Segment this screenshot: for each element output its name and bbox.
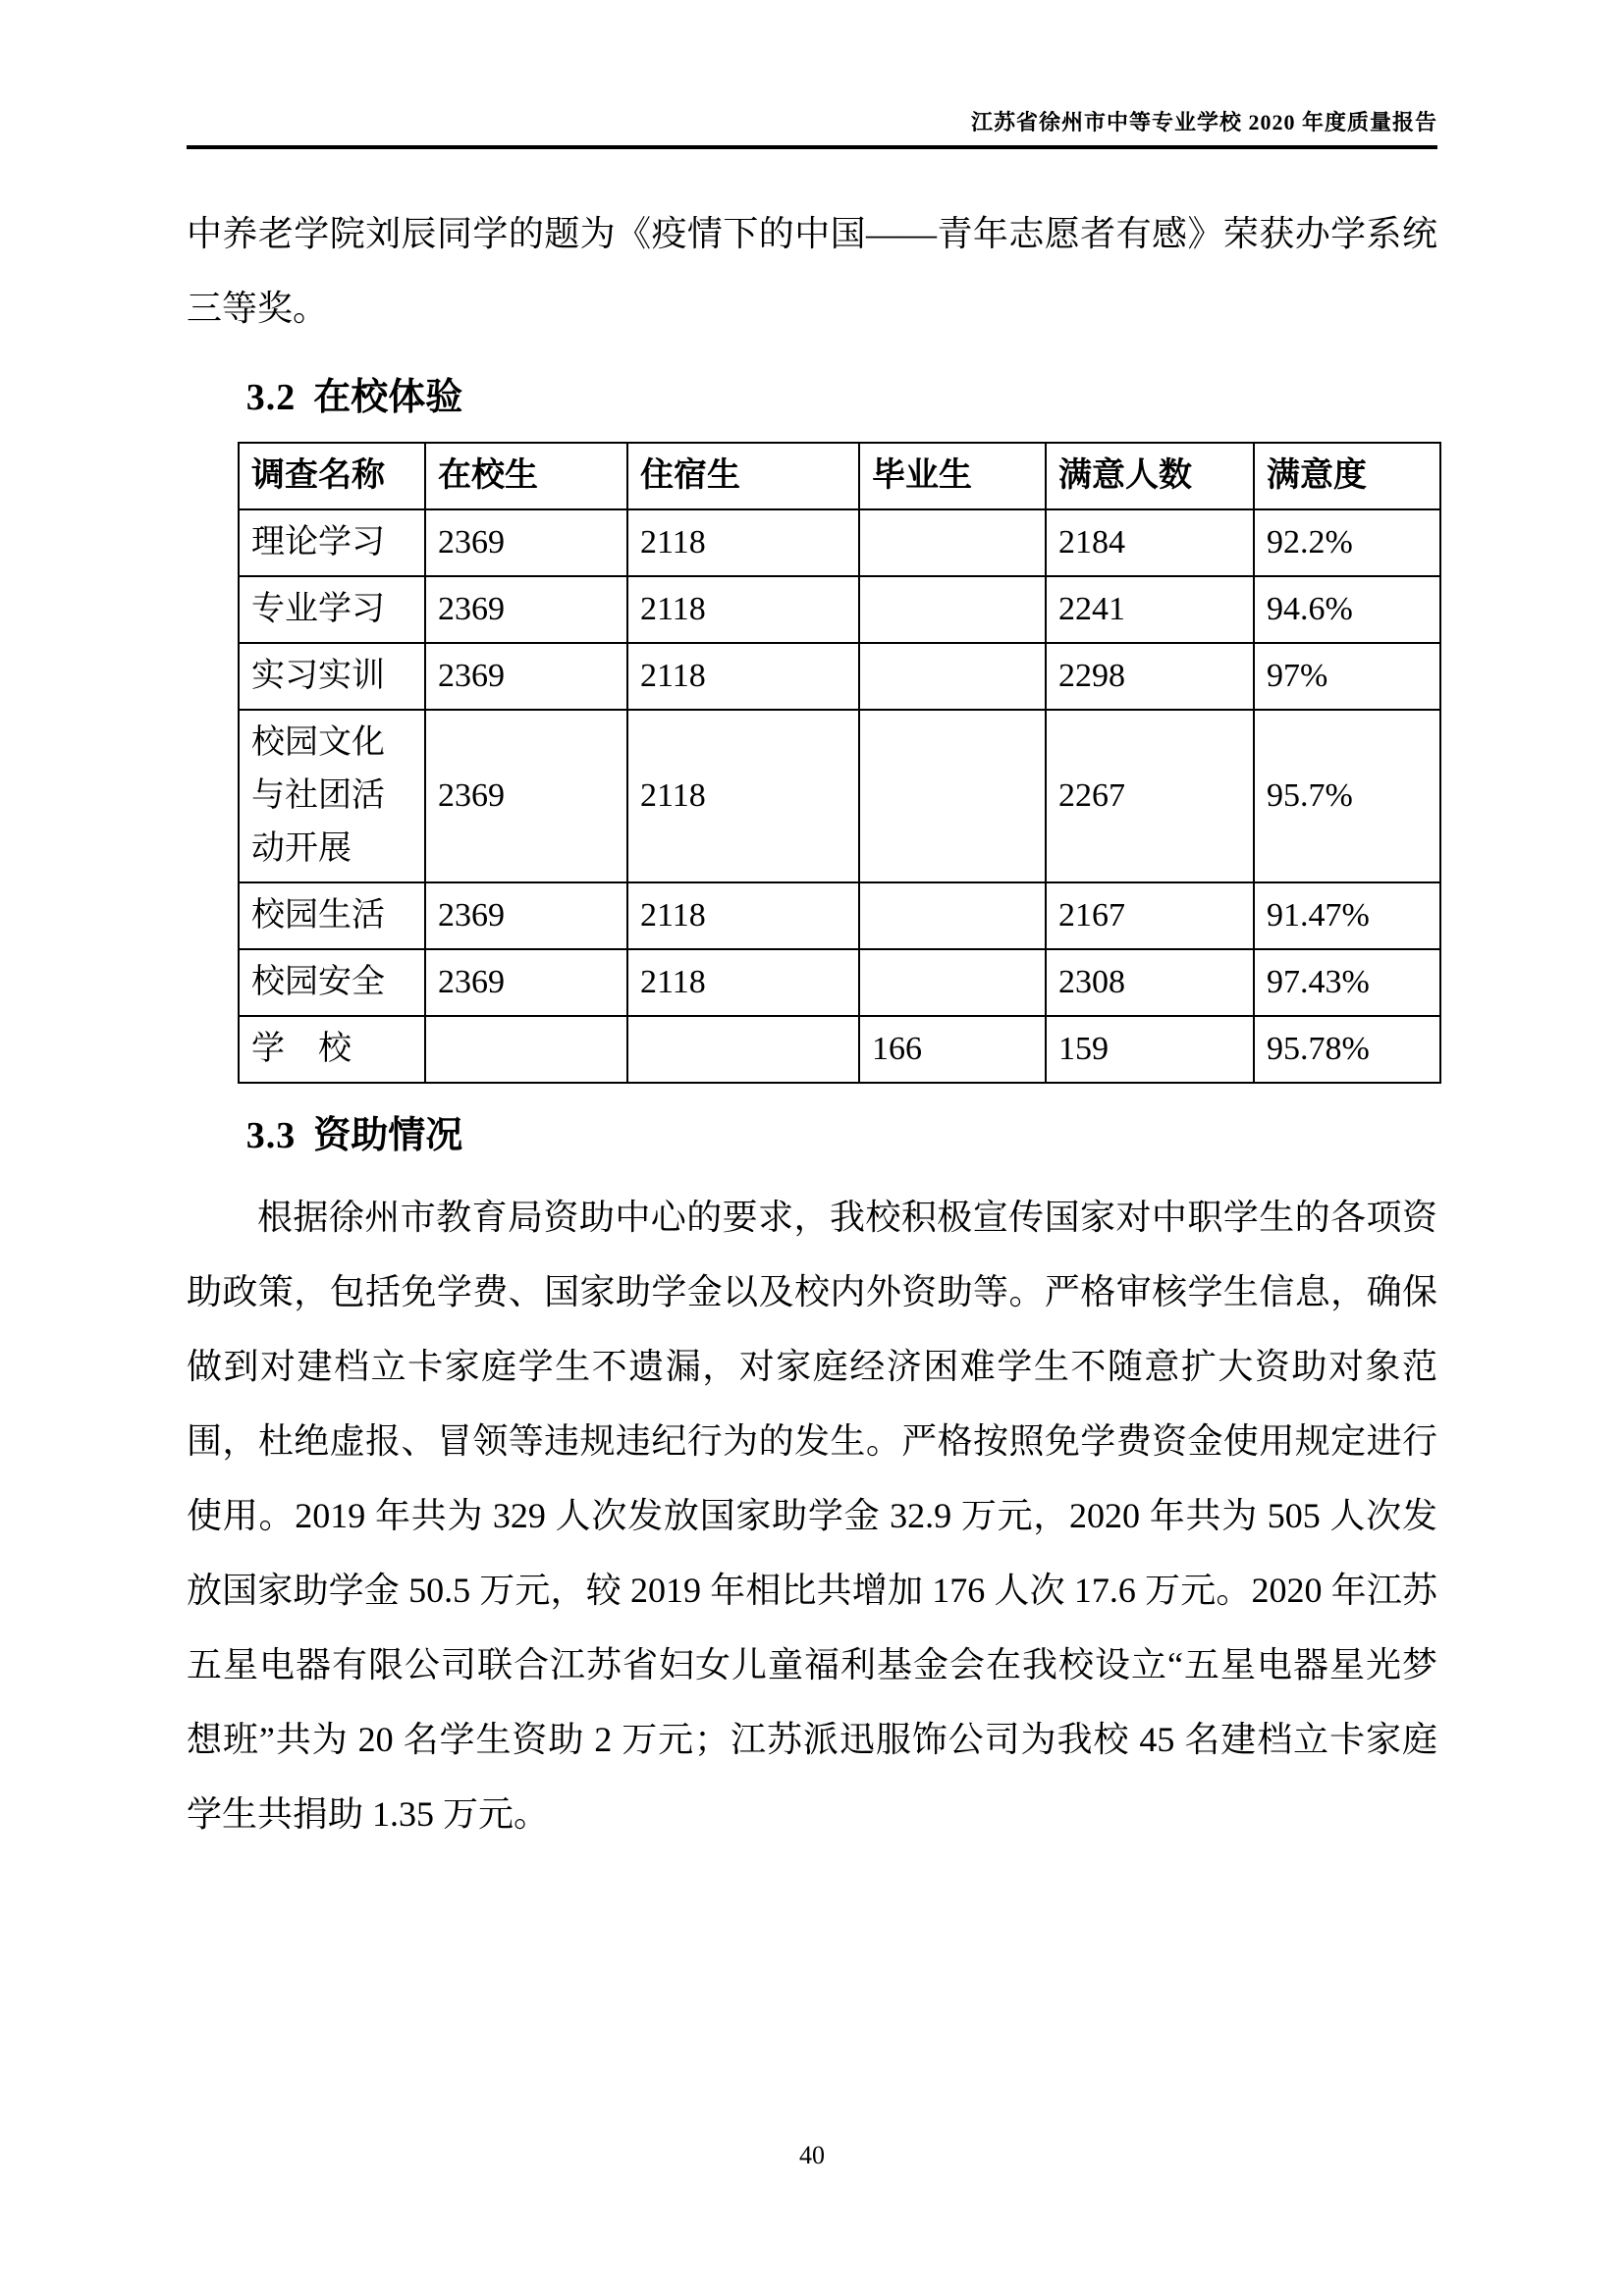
cell-boarding: [627, 1016, 859, 1083]
cell-graduates: [859, 710, 1046, 882]
cell-graduates: [859, 509, 1046, 576]
cell-satisfied-count: 159: [1046, 1016, 1254, 1083]
cell-boarding: 2118: [627, 882, 859, 949]
cell-graduates: 166: [859, 1016, 1046, 1083]
table-row: [239, 1016, 1440, 1083]
cell-survey-name: 学 校: [239, 1016, 425, 1083]
cell-satisfaction-rate: 97.43%: [1254, 949, 1440, 1016]
table-row: [239, 710, 1440, 882]
cell-satisfaction-rate: 91.47%: [1254, 882, 1440, 949]
cell-survey-name: 实习实训: [239, 643, 425, 710]
cell-enrolled: 2369: [425, 509, 627, 576]
cell-satisfaction-rate: 95.78%: [1254, 1016, 1440, 1083]
cell-survey-name: 专业学习: [239, 576, 425, 643]
section-heading-3-2: [187, 367, 1437, 428]
cell-survey-name: 校园文化与社团活动开展: [239, 710, 425, 882]
cell-boarding: 2118: [627, 949, 859, 1016]
cell-satisfied-count: 2241: [1046, 576, 1254, 643]
section-number: 3.2: [245, 377, 297, 418]
section-heading-3-3: [187, 1105, 1437, 1166]
paragraph-continuation: 中养老学院刘辰同学的题为《疫情下的中国——青年志愿者有感》荣获办学系统三等奖。: [187, 214, 1437, 328]
cell-satisfaction-rate: 94.6%: [1254, 576, 1440, 643]
cell-satisfaction-rate: 95.7%: [1254, 710, 1440, 882]
cell-enrolled: 2369: [425, 576, 627, 643]
column-header-survey-name: 调查名称: [239, 443, 425, 509]
cell-graduates: [859, 576, 1046, 643]
table-header-row: [239, 443, 1440, 509]
cell-satisfied-count: 2267: [1046, 710, 1254, 882]
cell-graduates: [859, 882, 1046, 949]
table-row: [239, 509, 1440, 576]
cell-enrolled: 2369: [425, 643, 627, 710]
cell-enrolled: 2369: [425, 882, 627, 949]
table-row: [239, 949, 1440, 1016]
running-header-title: 江苏省徐州市中等专业学校 2020 年度质量报告: [970, 110, 1437, 134]
cell-satisfied-count: 2167: [1046, 882, 1254, 949]
cell-satisfied-count: 2308: [1046, 949, 1254, 1016]
page-number: 40: [799, 2141, 825, 2169]
column-header-boarding: 住宿生: [627, 443, 859, 509]
cell-graduates: [859, 643, 1046, 710]
cell-satisfied-count: 2298: [1046, 643, 1254, 710]
table-row: [239, 576, 1440, 643]
column-header-satisfaction-rate: 满意度: [1254, 443, 1440, 509]
cell-boarding: 2118: [627, 643, 859, 710]
funding-paragraph: 根据徐州市教育局资助中心的要求，我校积极宣传国家对中职学生的各项资助政策，包括免学费、国家助学金以及校内外资助等。严格审核学生信息，确保做到对建档立卡家庭学生不遗漏，对家庭经济困难学生不随意扩大资助对象范围，杜绝虚报、冒领等违规违纪行为的发生。严格按照免学费资金使用规定进行使用。2019 年共为 329 人次发放国家助学金 32.9 万元，2020 年共为 505 人次发放国家助学金 50.5 万元，较 2019 年相比共增加 176 人次 17.6 万元。2020 年江苏五星电器有限公司联合江苏省妇女儿童福利基金会在我校设立“五星电器星光梦想班”共为 20 名学生资助 2 万元；江苏派迅服饰公司为我校 45 名建档立卡家庭学生共捐助 1.35 万元。: [187, 1198, 1437, 1834]
cell-enrolled: 2369: [425, 710, 627, 882]
section-number: 3.3: [245, 1115, 297, 1156]
column-header-satisfied-count: 满意人数: [1046, 443, 1254, 509]
section-title: 资助情况: [313, 1115, 463, 1156]
cell-satisfaction-rate: 92.2%: [1254, 509, 1440, 576]
cell-survey-name: 校园安全: [239, 949, 425, 1016]
column-header-enrolled: 在校生: [425, 443, 627, 509]
table-row: [239, 643, 1440, 710]
cell-boarding: 2118: [627, 710, 859, 882]
cell-satisfaction-rate: 97%: [1254, 643, 1440, 710]
student-experience-table: [238, 442, 1441, 1084]
section-title: 在校体验: [313, 377, 463, 418]
cell-enrolled: 2369: [425, 949, 627, 1016]
table-row: [239, 882, 1440, 949]
column-header-graduates: 毕业生: [859, 443, 1046, 509]
cell-survey-name: 校园生活: [239, 882, 425, 949]
cell-survey-name: 理论学习: [239, 509, 425, 576]
cell-satisfied-count: 2184: [1046, 509, 1254, 576]
header-divider-rule: [187, 145, 1437, 149]
cell-boarding: 2118: [627, 509, 859, 576]
cell-graduates: [859, 949, 1046, 1016]
cell-boarding: 2118: [627, 576, 859, 643]
cell-enrolled: [425, 1016, 627, 1083]
page-content: [187, 196, 1437, 1851]
